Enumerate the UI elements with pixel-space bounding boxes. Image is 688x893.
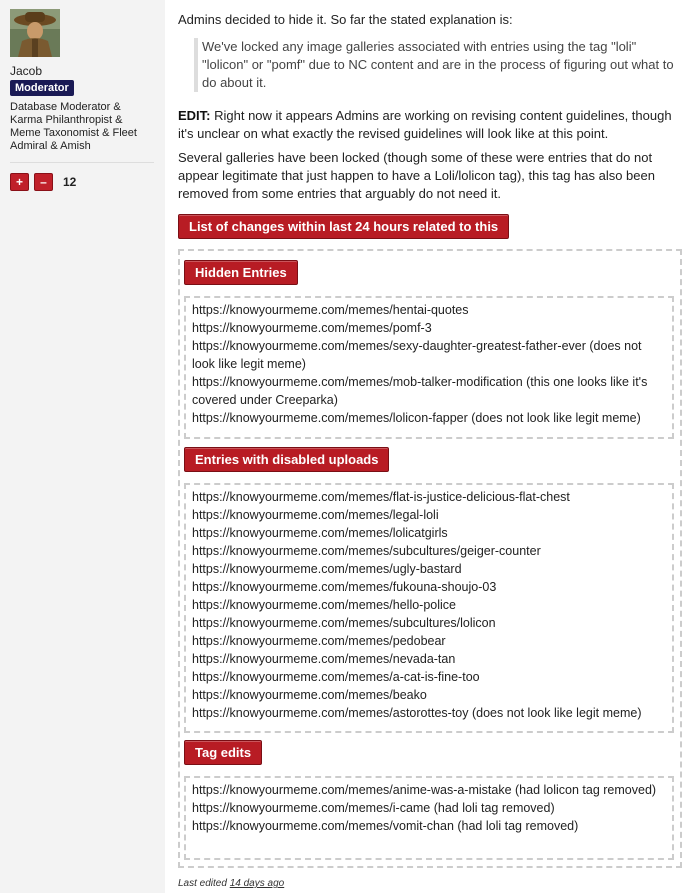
downvote-button[interactable]: –: [34, 173, 53, 191]
intro-paragraph: Admins decided to hide it. So far the stated explanation is:: [178, 12, 513, 27]
entry-link[interactable]: https://knowyourmeme.com/memes/astorottes-toy (does not look like legit meme): [192, 706, 642, 720]
upvote-button[interactable]: +: [10, 173, 29, 191]
entry-link[interactable]: https://knowyourmeme.com/memes/i-came (had loli tag removed): [192, 801, 555, 815]
role-badge: Moderator: [10, 80, 74, 96]
last-edited-label: Last edited: [178, 878, 227, 889]
entry-link[interactable]: https://knowyourmeme.com/memes/a-cat-is-fine-too: [192, 670, 480, 684]
disabled-uploads-toggle-button[interactable]: Entries with disabled uploads: [184, 447, 389, 472]
entry-link[interactable]: https://knowyourmeme.com/memes/mob-talker-modification (this one looks like it's covered under Creeparka): [192, 375, 648, 407]
locked-galleries-paragraph: Several galleries have been locked (though some of these were entries that do not appear legitimate that just happen to have a Loli/lolicon tag), this tag has also been removed from some entries that arguably do not need it.: [178, 150, 655, 201]
vote-score: 12: [63, 175, 77, 189]
edit-paragraph: [178, 107, 678, 143]
entry-link[interactable]: https://knowyourmeme.com/memes/legal-loli: [192, 508, 439, 522]
tag-edits-toggle-button[interactable]: Tag edits: [184, 740, 262, 765]
entry-link[interactable]: https://knowyourmeme.com/memes/pedobear: [192, 634, 446, 648]
avatar[interactable]: [10, 9, 60, 57]
entry-link[interactable]: https://knowyourmeme.com/memes/subcultures/geiger-counter: [192, 544, 541, 558]
entry-link[interactable]: https://knowyourmeme.com/memes/hentai-quotes: [192, 303, 469, 317]
entry-link[interactable]: https://knowyourmeme.com/memes/subcultures/lolicon: [192, 616, 496, 630]
changes-list-toggle-button[interactable]: List of changes within last 24 hours related to this: [178, 214, 509, 239]
tag-edits-list: [184, 776, 674, 860]
entry-link[interactable]: https://knowyourmeme.com/memes/hello-police: [192, 598, 456, 612]
hidden-entries-list: [184, 296, 674, 439]
last-edited-time[interactable]: 14 days ago: [229, 878, 285, 889]
entry-link[interactable]: https://knowyourmeme.com/memes/nevada-tan: [192, 652, 456, 666]
entry-link[interactable]: https://knowyourmeme.com/memes/beako: [192, 688, 427, 702]
entry-link[interactable]: https://knowyourmeme.com/memes/lolicatgirls: [192, 526, 448, 540]
last-edited: [178, 875, 284, 893]
entry-link[interactable]: https://knowyourmeme.com/memes/fukouna-shoujo-03: [192, 580, 497, 594]
sidebar-divider: [10, 162, 154, 163]
entry-link[interactable]: https://knowyourmeme.com/memes/flat-is-justice-delicious-flat-chest: [192, 490, 570, 504]
edit-text: Right now it appears Admins are working on revising content guidelines, though it's unclear on what exactly the revised guidelines will look like at this point.: [178, 108, 672, 141]
entry-link[interactable]: https://knowyourmeme.com/memes/pomf-3: [192, 321, 432, 335]
edit-label: EDIT:: [178, 108, 211, 123]
author-sidebar: [0, 0, 165, 893]
user-titles: Database Moderator & Karma Philanthropist & Meme Taxonomist & Fleet Admiral & Amish: [10, 101, 137, 152]
quote-block: We've locked any image galleries associated with entries using the tag "loli" "lolicon" or "pomf" due to NC content and are in the process of figuring out what to do about it.: [194, 38, 678, 92]
disabled-uploads-list: [184, 483, 674, 733]
entry-link[interactable]: https://knowyourmeme.com/memes/ugly-bastard: [192, 562, 462, 576]
entry-link[interactable]: https://knowyourmeme.com/memes/sexy-daughter-greatest-father-ever (does not look like legit meme): [192, 339, 642, 371]
avatar-image: [10, 9, 60, 57]
hidden-entries-toggle-button[interactable]: Hidden Entries: [184, 260, 298, 285]
username[interactable]: Jacob: [10, 64, 43, 78]
entry-link[interactable]: https://knowyourmeme.com/memes/lolicon-fapper (does not look like legit meme): [192, 411, 641, 425]
entry-link[interactable]: https://knowyourmeme.com/memes/vomit-chan (had loli tag removed): [192, 819, 579, 833]
entry-link[interactable]: https://knowyourmeme.com/memes/anime-was-a-mistake (had lolicon tag removed): [192, 783, 657, 797]
